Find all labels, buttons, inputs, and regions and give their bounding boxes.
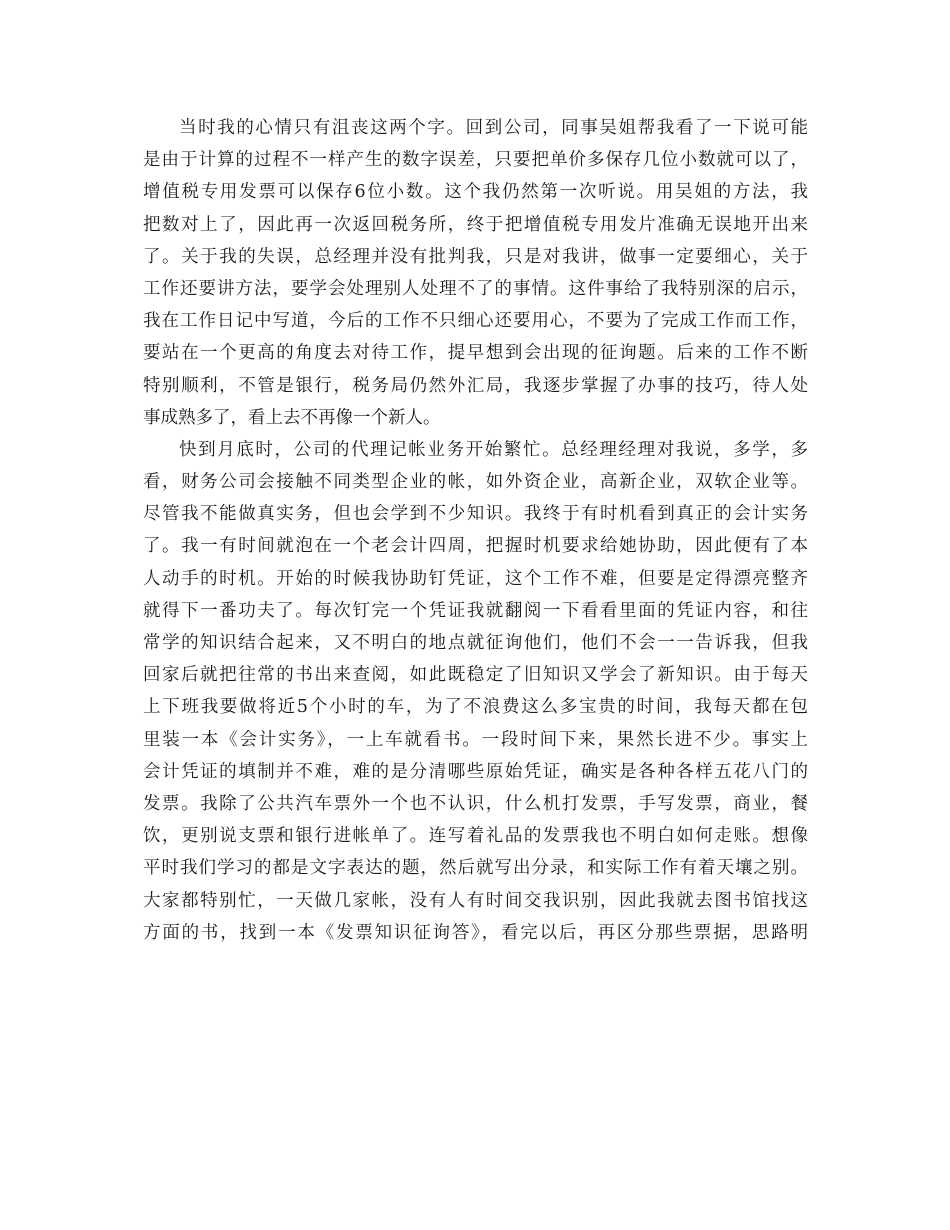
text-line: 就得下一番功夫了。每次钉完一个凭证我就翻阅一下看看里面的凭证内容，和往 (143, 600, 808, 621)
text-line: 看，财务公司会接触不同类型企业的帐，如外资企业，高新企业，双软企业等。 (143, 472, 808, 493)
text-line: 了。关于我的失误，总经理并没有批判我，只是对我讲，做事一定要细心，关于 (143, 246, 808, 267)
text-line: 回家后就把往常的书出来查阅，如此既稳定了旧知识又学会了新知识。由于每天 (143, 665, 808, 686)
text-line: 上下班我要做将近5个小时的车，为了不浪费这么多宝贵的时间，我每天都在包 (143, 697, 808, 718)
text-line: 当时我的心情只有沮丧这两个字。回到公司，同事吴姐帮我看了一下说可能 (179, 118, 808, 138)
text-line: 大家都特别忙，一天做几家帐，没有人有时间交我识别，因此我就去图书馆找这 (143, 890, 808, 911)
text-line: 我在工作日记中写道，今后的工作不只细心还要用心，不要为了完成工作而工作， (143, 311, 808, 332)
text-line: 常学的知识结合起来，又不明白的地点就征询他们，他们不会一一告诉我，但我 (143, 633, 808, 653)
text-line: 快到月底时，公司的代理记帐业务开始繁忙。总经理经理对我说，多学，多 (179, 439, 808, 460)
text-line: 特别顺利，不管是银行，税务局仍然外汇局，我逐步掌握了办事的技巧，待人处 (143, 375, 808, 396)
text-line: 里装一本《会计实务》，一上车就看书。一段时间下来，果然长进不少。事实上 (143, 729, 808, 750)
text-line: 方面的书，找到一本《发票知识征询答》，看完以后，再区分那些票据，思路明 (143, 922, 808, 943)
text-line: 要站在一个更高的角度去对待工作，提早想到会出现的征询题。后来的工作不断 (143, 343, 808, 364)
paragraph-2 (143, 434, 808, 949)
text-line: 发票。我除了公共汽车票外一个也不认识，什么机打发票，手写发票，商业，餐 (143, 793, 808, 814)
text-line: 事成熟多了，看上去不再像一个新人。 (143, 407, 441, 428)
text-line: 尽管我不能做真实务，但也会学到不少知识。我终于有时机看到真正的会计实务 (143, 504, 808, 525)
text-line: 平时我们学习的都是文字表达的题，然后就写出分录，和实际工作有着天壤之别。 (143, 858, 808, 879)
text-line: 是由于计算的过程不一样产生的数字误差，只要把单价多保存几位小数就可以了， (143, 150, 808, 171)
text-line: 饮，更别说支票和银行进帐单了。连写着礼品的发票我也不明白如何走账。想像 (143, 826, 808, 847)
text-line: 把数对上了，因此再一次返回税务所，终于把增值税专用发片准确无误地开出来 (143, 214, 808, 235)
text-line: 会计凭证的填制并不难，难的是分清哪些原始凭证，确实是各种各样五花八门的 (143, 761, 808, 782)
text-line: 增值税专用发票可以保存6位小数。这个我仍然第一次听说。用吴姐的方法，我 (143, 182, 808, 203)
body-text (143, 112, 808, 949)
text-line: 了。我一有时间就泡在一个老会计四周，把握时机要求给她协助，因此便有了本 (143, 536, 808, 557)
text-line: 人动手的时机。开始的时候我协助钉凭证，这个工作不难，但要是定得漂亮整齐 (143, 568, 808, 589)
text-line: 工作还要讲方法，要学会处理别人处理不了的事情。这件事给了我特别深的启示， (143, 278, 808, 299)
paragraph-1 (143, 112, 808, 434)
